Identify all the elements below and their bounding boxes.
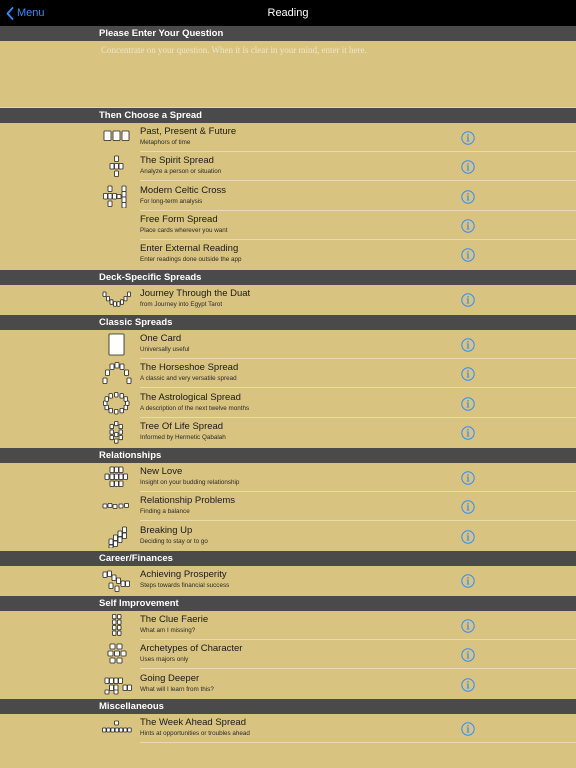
spread-title: The Astrological Spread [140, 391, 241, 403]
info-icon[interactable] [461, 722, 475, 736]
info-icon[interactable] [461, 530, 475, 544]
row-divider [140, 742, 576, 743]
spread-title: The Week Ahead Spread [140, 717, 246, 728]
spread-subtitle: A description of the next twelve months [140, 404, 250, 412]
info-icon[interactable] [461, 367, 475, 381]
section-header-miscellaneous: Miscellaneous [0, 699, 576, 714]
info-icon[interactable] [461, 648, 475, 662]
info-icon[interactable] [461, 338, 475, 352]
info-icon[interactable] [461, 471, 475, 485]
info-icon[interactable] [461, 574, 475, 588]
spread-row-modern-celtic-cross[interactable] [0, 182, 576, 211]
circle-spread-icon [101, 392, 132, 415]
fan-spread-icon [101, 643, 132, 666]
spread-row-past-present-future[interactable] [0, 123, 576, 152]
section-header-deck-specific-spreads: Deck-Specific Spreads [0, 270, 576, 285]
spread-row-breaking-up[interactable] [0, 522, 576, 551]
spread-subtitle: Hints at opportunities or troubles ahead [140, 730, 250, 737]
spread-row-the-astrological-spread[interactable] [0, 389, 576, 418]
spread-title: Modern Celtic Cross [140, 184, 227, 196]
spread-subtitle: Place cards wherever you want [140, 226, 228, 234]
spread-title: Tree Of Life Spread [140, 420, 224, 432]
spread-title: Going Deeper [140, 672, 200, 684]
spread-row-the-horseshoe-spread[interactable] [0, 359, 576, 388]
spread-row-one-card[interactable] [0, 330, 576, 359]
spread-row-journey-through-the-duat[interactable] [0, 285, 576, 314]
single-card-icon [101, 333, 132, 356]
spread-title: Free Form Spread [140, 213, 218, 225]
arc-spread-icon [101, 288, 132, 311]
spread-row-tree-of-life-spread[interactable] [0, 418, 576, 447]
spread-row-the-week-ahead-spread[interactable] [0, 714, 576, 743]
spread-subtitle: For long-term analysis [140, 197, 203, 205]
spread-subtitle: from Journey into Egypt Tarot [140, 301, 223, 308]
spread-subtitle: Finding a balance [140, 508, 190, 516]
spread-row-enter-external-reading[interactable] [0, 240, 576, 269]
spread-title: The Horseshoe Spread [140, 362, 239, 374]
section-header-classic-spreads: Classic Spreads [0, 315, 576, 330]
grid-spread-icon [101, 466, 132, 489]
spread-subtitle: Universally useful [140, 346, 190, 353]
info-icon[interactable] [461, 160, 475, 174]
three-cards-icon [101, 126, 132, 149]
spread-title: Relationship Problems [140, 495, 236, 507]
spread-row-new-love[interactable] [0, 463, 576, 492]
spread-title: Breaking Up [140, 524, 193, 536]
tree-of-life-icon [101, 421, 132, 444]
info-icon[interactable] [461, 426, 475, 440]
info-icon[interactable] [461, 619, 475, 633]
spread-subtitle: Metaphors of time [140, 139, 191, 146]
section-header-then-choose-a-spread: Then Choose a Spread [0, 108, 576, 123]
section-header-self-improvement: Self Improvement [0, 596, 576, 611]
spread-title: Achieving Prosperity [140, 569, 227, 580]
info-icon[interactable] [461, 500, 475, 514]
question-header: Please Enter Your Question [0, 26, 576, 41]
spread-subtitle: Steps towards financial success [140, 582, 230, 589]
info-icon[interactable] [461, 219, 475, 233]
spread-row-archetypes-of-character[interactable] [0, 640, 576, 669]
spread-subtitle: What will I learn from this? [140, 685, 214, 693]
cross-spread-icon [101, 155, 132, 178]
spread-title: New Love [140, 466, 183, 477]
info-icon[interactable] [461, 190, 475, 204]
question-area [0, 41, 576, 108]
navigation-bar [0, 0, 576, 26]
spread-subtitle: Analyze a person or situation [140, 168, 222, 176]
spread-title: Journey Through the Duat [140, 288, 251, 299]
column-spread-icon [101, 614, 132, 637]
spread-row-achieving-prosperity[interactable] [0, 566, 576, 595]
spread-row-the-clue-faerie[interactable] [0, 611, 576, 640]
info-icon[interactable] [461, 293, 475, 307]
info-icon[interactable] [461, 131, 475, 145]
horseshoe-icon [101, 362, 132, 385]
spread-subtitle: Deciding to stay or to go [140, 537, 208, 545]
question-input[interactable] [101, 45, 501, 103]
spread-subtitle: Informed by Hermetic Qabalah [140, 433, 226, 441]
info-icon[interactable] [461, 397, 475, 411]
spread-row-going-deeper[interactable] [0, 670, 576, 699]
spread-title: The Clue Faerie [140, 614, 209, 625]
spread-subtitle: A classic and very versatile spread [140, 375, 237, 383]
spread-subtitle: Uses majors only [140, 656, 189, 664]
spread-title: The Spirit Spread [140, 155, 214, 167]
spread-row-relationship-problems[interactable] [0, 492, 576, 521]
spread-title: Enter External Reading [140, 243, 239, 255]
info-icon[interactable] [461, 248, 475, 262]
row-spread-icon [101, 717, 132, 740]
spread-title: Archetypes of Character [140, 643, 243, 655]
plus-spread-icon [101, 673, 132, 696]
info-icon[interactable] [461, 678, 475, 692]
pyramid-spread-icon [101, 569, 132, 592]
spread-row-the-spirit-spread[interactable] [0, 152, 576, 181]
section-header-career-finances: Career/Finances [0, 551, 576, 566]
spread-title: Past, Present & Future [140, 126, 237, 137]
page-title: Reading [267, 7, 309, 19]
spread-subtitle: Insight on your budding relationship [140, 479, 240, 486]
spread-row-free-form-spread[interactable] [0, 211, 576, 240]
celtic-cross-icon [101, 185, 132, 208]
spread-title: One Card [140, 333, 182, 344]
back-button-label: Menu [17, 7, 45, 19]
spread-subtitle: What am I missing? [140, 627, 196, 634]
section-header-relationships: Relationships [0, 448, 576, 463]
spread-subtitle: Enter readings done outside the app [140, 256, 242, 264]
wave-row-icon [101, 495, 132, 518]
diagonal-spread-icon [101, 525, 132, 548]
